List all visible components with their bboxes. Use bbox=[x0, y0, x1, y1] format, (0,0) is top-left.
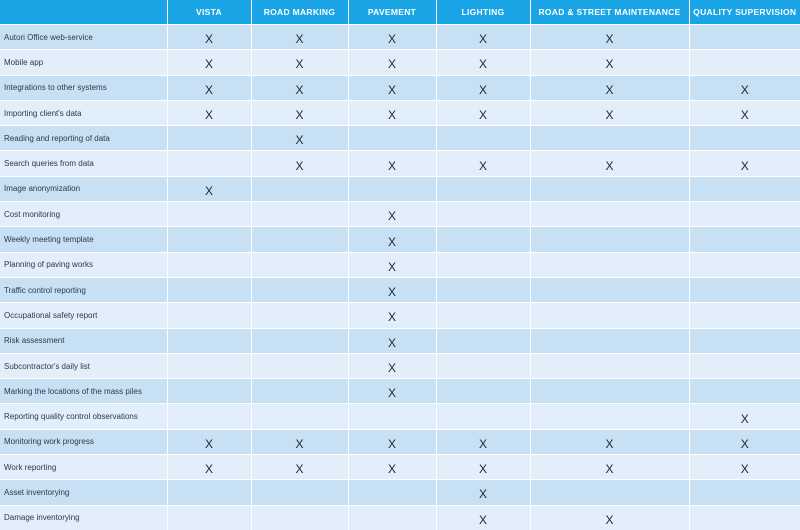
cell-road-street-maintenance bbox=[530, 404, 689, 429]
cell-road-marking: X bbox=[251, 429, 348, 454]
cell-quality-supervision bbox=[689, 227, 800, 252]
cell-road-marking: X bbox=[251, 151, 348, 176]
cell-road-marking bbox=[251, 227, 348, 252]
cell-pavement: X bbox=[348, 277, 436, 302]
cell-pavement: X bbox=[348, 25, 436, 50]
cell-vista bbox=[167, 252, 251, 277]
cell-pavement: X bbox=[348, 328, 436, 353]
row-label: Mobile app bbox=[0, 50, 167, 75]
row-label: Damage inventorying bbox=[0, 505, 167, 530]
cell-quality-supervision bbox=[689, 202, 800, 227]
cell-road-street-maintenance bbox=[530, 176, 689, 201]
cell-lighting bbox=[436, 202, 530, 227]
header-corner-cell bbox=[0, 0, 167, 25]
cell-pavement bbox=[348, 404, 436, 429]
cell-road-street-maintenance: X bbox=[530, 25, 689, 50]
cell-lighting: X bbox=[436, 25, 530, 50]
row-label: Cost monitoring bbox=[0, 202, 167, 227]
column-header-road-street-maintenance: ROAD & STREET MAINTENANCE bbox=[530, 0, 689, 25]
cell-pavement: X bbox=[348, 227, 436, 252]
cell-road-marking bbox=[251, 303, 348, 328]
cell-road-marking bbox=[251, 202, 348, 227]
cell-quality-supervision bbox=[689, 25, 800, 50]
row-label: Reporting quality control observations bbox=[0, 404, 167, 429]
cell-lighting bbox=[436, 379, 530, 404]
cell-lighting bbox=[436, 227, 530, 252]
cell-road-street-maintenance: X bbox=[530, 75, 689, 100]
cell-vista bbox=[167, 151, 251, 176]
cell-pavement: X bbox=[348, 353, 436, 378]
table-row bbox=[0, 100, 800, 125]
cell-road-marking: X bbox=[251, 25, 348, 50]
cell-road-marking bbox=[251, 379, 348, 404]
row-label: Importing client's data bbox=[0, 100, 167, 125]
cell-road-street-maintenance bbox=[530, 277, 689, 302]
cell-lighting bbox=[436, 303, 530, 328]
cell-road-street-maintenance bbox=[530, 328, 689, 353]
header-row bbox=[0, 0, 800, 25]
cell-road-marking bbox=[251, 176, 348, 201]
cell-quality-supervision bbox=[689, 277, 800, 302]
cell-quality-supervision bbox=[689, 505, 800, 530]
row-label: Autori Office web-service bbox=[0, 25, 167, 50]
cell-vista: X bbox=[167, 50, 251, 75]
cell-lighting: X bbox=[436, 455, 530, 480]
cell-vista bbox=[167, 480, 251, 505]
cell-quality-supervision bbox=[689, 480, 800, 505]
cell-lighting bbox=[436, 353, 530, 378]
table-row bbox=[0, 429, 800, 454]
table-row bbox=[0, 151, 800, 176]
cell-pavement: X bbox=[348, 75, 436, 100]
cell-road-street-maintenance bbox=[530, 202, 689, 227]
cell-vista: X bbox=[167, 100, 251, 125]
cell-pavement: X bbox=[348, 202, 436, 227]
cell-road-street-maintenance bbox=[530, 480, 689, 505]
table-row bbox=[0, 202, 800, 227]
cell-lighting: X bbox=[436, 50, 530, 75]
cell-road-street-maintenance bbox=[530, 126, 689, 151]
cell-quality-supervision: X bbox=[689, 151, 800, 176]
table-header bbox=[0, 0, 800, 25]
cell-vista bbox=[167, 227, 251, 252]
table-row bbox=[0, 404, 800, 429]
row-label: Subcontractor's daily list bbox=[0, 353, 167, 378]
cell-road-street-maintenance: X bbox=[530, 100, 689, 125]
cell-road-street-maintenance bbox=[530, 353, 689, 378]
cell-lighting bbox=[436, 126, 530, 151]
table-row bbox=[0, 353, 800, 378]
row-label: Occupational safety report bbox=[0, 303, 167, 328]
cell-pavement bbox=[348, 176, 436, 201]
cell-vista bbox=[167, 277, 251, 302]
cell-vista bbox=[167, 379, 251, 404]
cell-road-marking bbox=[251, 480, 348, 505]
table-row bbox=[0, 328, 800, 353]
cell-road-street-maintenance: X bbox=[530, 50, 689, 75]
cell-road-street-maintenance bbox=[530, 252, 689, 277]
cell-quality-supervision: X bbox=[689, 75, 800, 100]
cell-quality-supervision bbox=[689, 303, 800, 328]
cell-road-marking: X bbox=[251, 50, 348, 75]
cell-lighting: X bbox=[436, 151, 530, 176]
cell-pavement: X bbox=[348, 455, 436, 480]
table-row bbox=[0, 176, 800, 201]
cell-road-marking bbox=[251, 252, 348, 277]
column-header-road-marking: ROAD MARKING bbox=[251, 0, 348, 25]
cell-quality-supervision: X bbox=[689, 429, 800, 454]
cell-road-street-maintenance bbox=[530, 379, 689, 404]
cell-vista bbox=[167, 303, 251, 328]
cell-quality-supervision bbox=[689, 252, 800, 277]
cell-road-street-maintenance: X bbox=[530, 455, 689, 480]
cell-quality-supervision bbox=[689, 328, 800, 353]
cell-vista bbox=[167, 505, 251, 530]
cell-quality-supervision bbox=[689, 126, 800, 151]
table-row bbox=[0, 75, 800, 100]
cell-pavement bbox=[348, 126, 436, 151]
cell-quality-supervision bbox=[689, 379, 800, 404]
row-label: Risk assessment bbox=[0, 328, 167, 353]
table-row bbox=[0, 303, 800, 328]
cell-quality-supervision bbox=[689, 176, 800, 201]
row-label: Image anonymization bbox=[0, 176, 167, 201]
table-body bbox=[0, 25, 800, 530]
column-header-quality-supervision: QUALITY SUPERVISION bbox=[689, 0, 800, 25]
cell-road-marking: X bbox=[251, 100, 348, 125]
row-label: Traffic control reporting bbox=[0, 277, 167, 302]
cell-vista: X bbox=[167, 75, 251, 100]
table-row bbox=[0, 252, 800, 277]
cell-road-marking: X bbox=[251, 126, 348, 151]
cell-pavement: X bbox=[348, 429, 436, 454]
cell-vista bbox=[167, 328, 251, 353]
row-label: Planning of paving works bbox=[0, 252, 167, 277]
cell-pavement: X bbox=[348, 303, 436, 328]
table-row bbox=[0, 126, 800, 151]
cell-pavement: X bbox=[348, 379, 436, 404]
table-row bbox=[0, 277, 800, 302]
cell-road-marking bbox=[251, 505, 348, 530]
table-row bbox=[0, 505, 800, 530]
cell-lighting bbox=[436, 277, 530, 302]
cell-vista: X bbox=[167, 25, 251, 50]
row-label: Work reporting bbox=[0, 455, 167, 480]
table-row bbox=[0, 379, 800, 404]
cell-quality-supervision: X bbox=[689, 455, 800, 480]
column-header-vista: VISTA bbox=[167, 0, 251, 25]
cell-road-street-maintenance: X bbox=[530, 151, 689, 176]
cell-pavement bbox=[348, 480, 436, 505]
cell-quality-supervision: X bbox=[689, 404, 800, 429]
row-label: Marking the locations of the mass piles bbox=[0, 379, 167, 404]
row-label: Weekly meeting template bbox=[0, 227, 167, 252]
cell-pavement: X bbox=[348, 50, 436, 75]
table-row bbox=[0, 50, 800, 75]
cell-lighting: X bbox=[436, 429, 530, 454]
cell-road-street-maintenance: X bbox=[530, 505, 689, 530]
cell-quality-supervision bbox=[689, 353, 800, 378]
cell-pavement: X bbox=[348, 100, 436, 125]
cell-vista bbox=[167, 353, 251, 378]
cell-pavement bbox=[348, 505, 436, 530]
row-label: Search queries from data bbox=[0, 151, 167, 176]
cell-pavement: X bbox=[348, 151, 436, 176]
cell-road-street-maintenance bbox=[530, 303, 689, 328]
cell-lighting: X bbox=[436, 100, 530, 125]
cell-road-marking: X bbox=[251, 455, 348, 480]
cell-vista: X bbox=[167, 176, 251, 201]
cell-lighting bbox=[436, 176, 530, 201]
cell-road-marking: X bbox=[251, 75, 348, 100]
cell-lighting bbox=[436, 328, 530, 353]
cell-lighting: X bbox=[436, 75, 530, 100]
cell-vista: X bbox=[167, 429, 251, 454]
row-label: Monitoring work progress bbox=[0, 429, 167, 454]
row-label: Integrations to other systems bbox=[0, 75, 167, 100]
cell-pavement: X bbox=[348, 252, 436, 277]
cell-road-marking bbox=[251, 328, 348, 353]
row-label: Reading and reporting of data bbox=[0, 126, 167, 151]
cell-road-marking bbox=[251, 277, 348, 302]
cell-road-street-maintenance bbox=[530, 227, 689, 252]
cell-road-street-maintenance: X bbox=[530, 429, 689, 454]
table-row bbox=[0, 480, 800, 505]
cell-lighting: X bbox=[436, 480, 530, 505]
column-header-lighting: LIGHTING bbox=[436, 0, 530, 25]
cell-road-marking bbox=[251, 404, 348, 429]
cell-quality-supervision: X bbox=[689, 100, 800, 125]
cell-road-marking bbox=[251, 353, 348, 378]
column-header-pavement: PAVEMENT bbox=[348, 0, 436, 25]
cell-lighting: X bbox=[436, 505, 530, 530]
table-row bbox=[0, 227, 800, 252]
cell-quality-supervision bbox=[689, 50, 800, 75]
cell-vista bbox=[167, 202, 251, 227]
row-label: Asset inventorying bbox=[0, 480, 167, 505]
cell-lighting bbox=[436, 404, 530, 429]
table-row bbox=[0, 455, 800, 480]
cell-vista bbox=[167, 404, 251, 429]
cell-vista bbox=[167, 126, 251, 151]
cell-vista: X bbox=[167, 455, 251, 480]
table-row bbox=[0, 25, 800, 50]
cell-lighting bbox=[436, 252, 530, 277]
